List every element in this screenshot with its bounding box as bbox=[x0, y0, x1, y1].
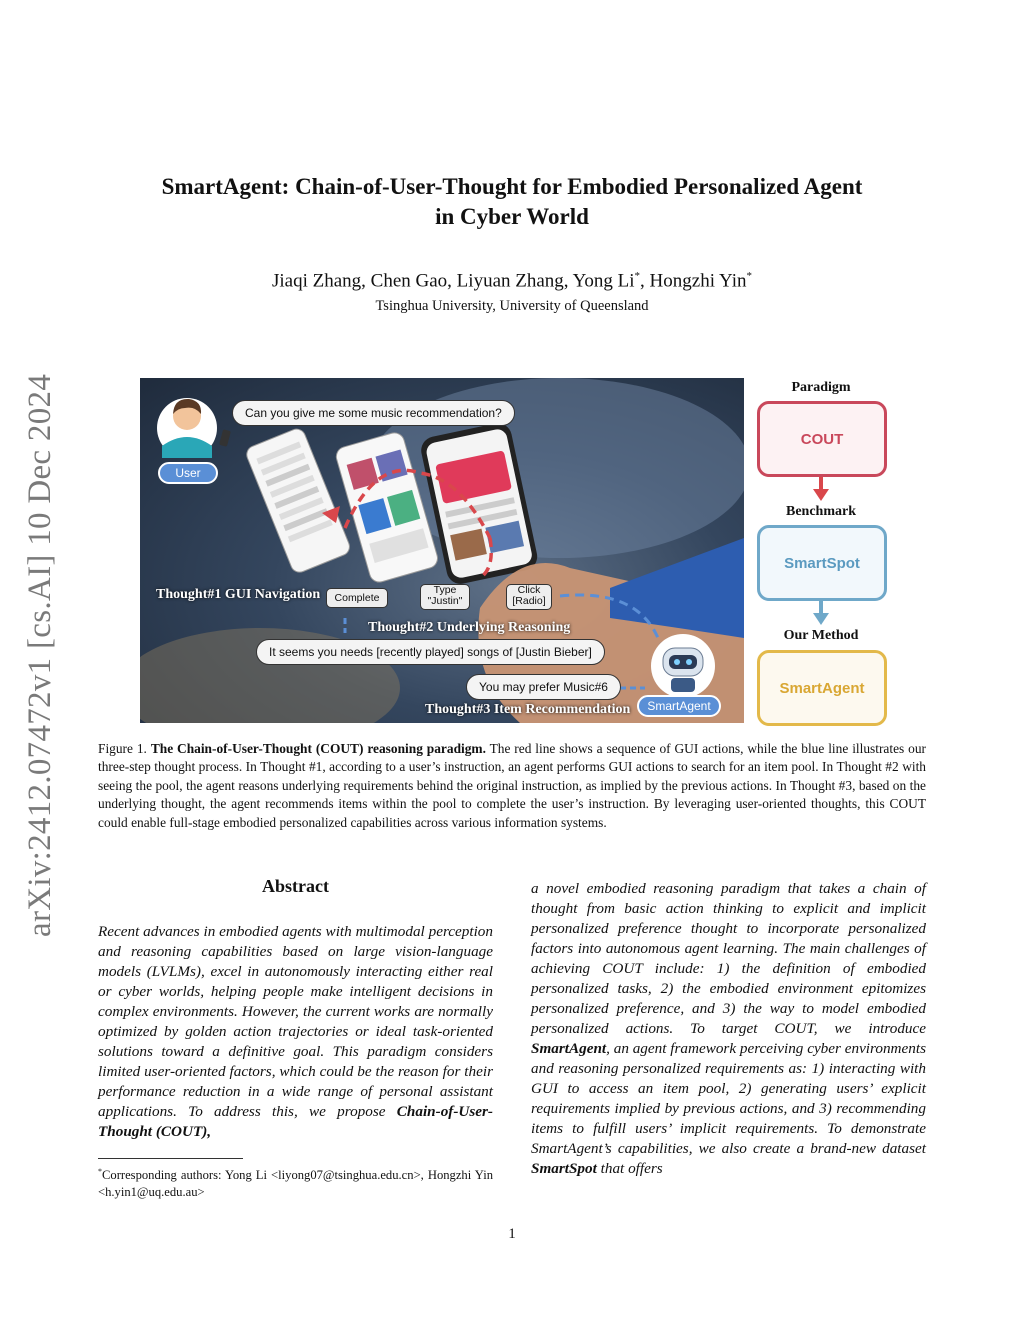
reasoning-bubble: It seems you needs [recently played] songs of [Justin Bieber] bbox=[256, 639, 605, 665]
thought-1-label: Thought#1 GUI Navigation bbox=[156, 587, 321, 602]
author-list bbox=[100, 270, 924, 292]
figure-illustration bbox=[140, 378, 744, 723]
method-heading: Our Method bbox=[783, 628, 859, 643]
paradigm-heading: Paradigm bbox=[791, 380, 851, 395]
robot-avatar bbox=[651, 634, 715, 698]
corresponding-mark-1: * bbox=[634, 270, 641, 282]
cout-box: COUT bbox=[757, 401, 887, 477]
footnote bbox=[98, 1163, 493, 1201]
page-number: 1 bbox=[508, 1226, 516, 1242]
footnote-rule bbox=[98, 1158, 243, 1159]
abstract-heading: Abstract bbox=[262, 876, 329, 896]
abstract-right-column bbox=[531, 879, 926, 1179]
title-line-1: SmartAgent: Chain-of-User-Thought for Embodied Personalized Agent bbox=[161, 174, 863, 199]
figure-caption bbox=[98, 740, 926, 832]
smartspot-box: SmartSpot bbox=[757, 525, 887, 601]
abstract-left-bold: Chain-of-User-Thought (COUT), bbox=[98, 1103, 493, 1140]
arrow-down-icon bbox=[811, 477, 831, 503]
smartagent-box: SmartAgent bbox=[757, 650, 887, 726]
action-complete: Complete bbox=[326, 588, 388, 608]
action-type-justin: Type "Justin" bbox=[420, 584, 470, 610]
recommendation-bubble: You may prefer Music#6 bbox=[466, 674, 621, 700]
abstract-right-bold-2: SmartSpot bbox=[531, 1160, 597, 1177]
figure-photo bbox=[140, 378, 744, 723]
smartagent-label: SmartAgent bbox=[637, 695, 721, 717]
corresponding-mark-2: * bbox=[746, 270, 752, 282]
authors-part-1: Jiaqi Zhang, Chen Gao, Liyuan Zhang, Yong Li bbox=[272, 270, 635, 292]
user-avatar bbox=[157, 398, 231, 458]
caption-text: The red line shows a sequence of GUI actions, while the blue line illustrates our three-step thought process. In Thought #1, according to a user’s instruction, an agent performs GUI actions to search for an item pool. In Thought #2 with seeing the pool, the agent reasons underlying requirements behind the original instruction, as implied by the previous actions. In Thought #3, based on the underlying thought, the agent recommends items within the pool to complete the user’s instruction. By leveraging user-oriented thoughts, this COUT could enable full-stage embodied personalized capabilities across various information systems. bbox=[98, 741, 926, 830]
paper-title bbox=[100, 172, 924, 232]
abstract-right-text-1: a novel embodied reasoning paradigm that takes a chain of thought from basic action thinking to explicit and implicit personalized preference thought to incorporate personalized factors into autonomous agent learning. The main challenges of achieving COUT include: 1) the definition of embodied personalized tasks, 2) the embodied environment epitomizes personalized preference, and 3) the way to model embodied personalized actions. To target COUT, we introduce bbox=[531, 880, 926, 1037]
arrow-down-icon bbox=[811, 601, 831, 627]
abstract-right-bold-1: SmartAgent bbox=[531, 1040, 607, 1057]
thought-2-label: Thought#2 Underlying Reasoning bbox=[368, 620, 571, 635]
phone-screen-1 bbox=[244, 426, 352, 574]
abstract-right-text-3: that offers bbox=[596, 1160, 663, 1177]
arxiv-side-stamp: arXiv:2412.07472v1 [cs.AI] 10 Dec 2024 bbox=[22, 373, 58, 937]
title-line-2: in Cyber World bbox=[435, 204, 589, 229]
caption-bold: The Chain-of-User-Thought (COUT) reasoning paradigm. bbox=[150, 741, 486, 756]
abstract-left-text: Recent advances in embodied agents with multimodal perception and reasoning capabilities based on large vision-language models (LVLMs), excel in autonomously interacting either real or cyber worlds, helping people make intelligent decisions in complex environments. However, the current works are normally optimized by golden action trajectories or ideal task-oriented solutions toward a definitive goal. This paradigm considers limited user-oriented factors, which could be the reason for their performance reduction in a wide range of personal assistant applications. To address this, we propose bbox=[98, 923, 493, 1120]
user-label: User bbox=[158, 462, 218, 484]
user-question-bubble: Can you give me some music recommendation? bbox=[232, 400, 515, 426]
footnote-mark: * bbox=[98, 1167, 102, 1176]
affiliation: Tsinghua University, University of Queensland bbox=[375, 298, 649, 314]
benchmark-heading: Benchmark bbox=[786, 504, 856, 519]
action-click-radio: Click [Radio] bbox=[506, 584, 552, 610]
authors-part-2: , Hongzhi Yin bbox=[640, 270, 747, 292]
thought-3-label: Thought#3 Item Recommendation bbox=[425, 702, 631, 717]
caption-label: Figure 1. bbox=[98, 741, 147, 756]
abstract-left-column bbox=[98, 922, 493, 1142]
footnote-text: Corresponding authors: Yong Li <liyong07@tsinghua.edu.cn>, Hongzhi Yin <h.yin1@uq.edu.au> bbox=[98, 1168, 493, 1200]
abstract-right-text-2: , an agent framework perceiving cyber environments and reasoning personalized requirements as: 1) interacting with GUI to access an item pool, 2) generating users’ explicit requirements implied by previous actions, and 3) recommending items to fulfill users’ implicit requirements. To demonstrate SmartAgent’s capabilities, we also create a brand-new dataset bbox=[531, 1040, 926, 1157]
